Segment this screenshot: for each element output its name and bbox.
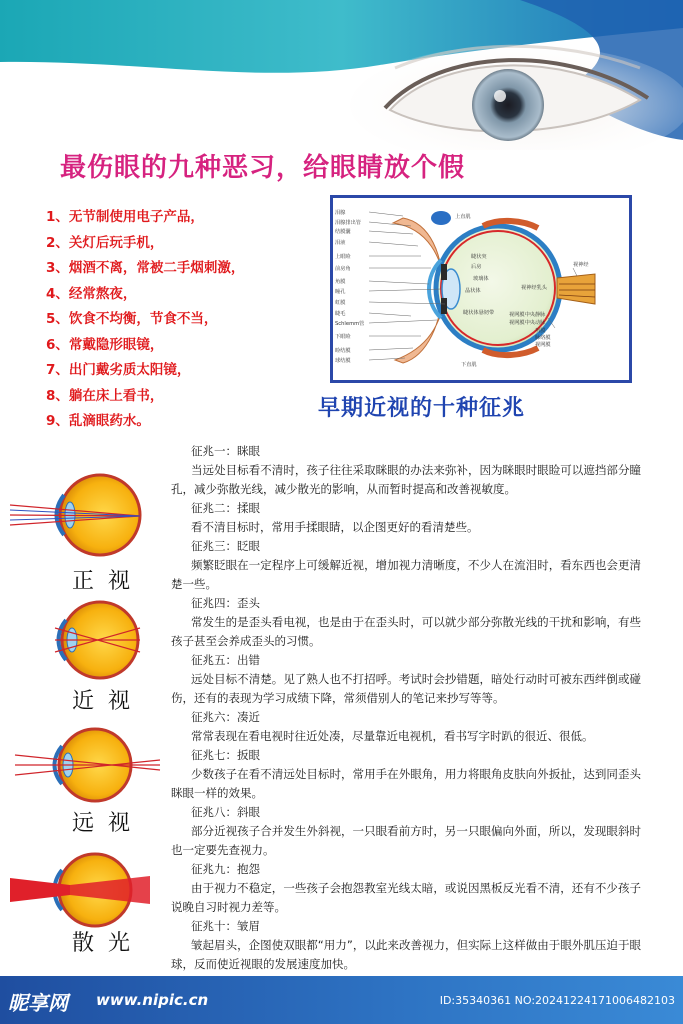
sign-body: 远处目标不清楚。见了熟人也不打招呼。考试时会抄错题，暗处行动时可被东西绊倒或碰伤，还有的表现为学习成绩下降，常须借别人的笔记来抄写等等。 <box>171 672 641 705</box>
header-banner <box>0 0 683 150</box>
sign-body: 常发生的是歪头看电视，也是由于在歪头时，可以就少部分弥散光线的干扰和影响，有些孩子甚至会养成歪头的习惯。 <box>171 615 641 648</box>
astigmatism-eye-icon <box>10 854 150 926</box>
diagram-label: 睑结膜 <box>335 348 351 354</box>
vision-types <box>0 470 170 990</box>
sign-item <box>171 537 641 594</box>
eye-anatomy-drawing <box>333 198 629 380</box>
sign-body: 部分近视孩子合并发生外斜视，一只眼看前方时，另一只眼偏向外面，所以，发现眼斜时也一定要先查视力。 <box>171 824 641 857</box>
diagram-label: 睫状体悬韧带 <box>463 310 495 316</box>
habit-item: 6、常戴隐形眼镜， <box>46 336 164 353</box>
sign-heading: 征兆六：凑近 <box>191 710 260 724</box>
sign-body: 常常表现在看电视时往近处凑，尽量靠近电视机，看书写字时趴的很近、很低。 <box>191 729 594 743</box>
sign-body: 看不清目标时，常用手揉眼睛，以企图更好的看清楚些。 <box>191 520 479 534</box>
sign-body: 皱起眉头，企图使双眼都“用力”，以此来改善视力，但实际上这样做由于眼外肌压迫于眼球，反而使近视眼的发展速度加快。 <box>171 938 641 971</box>
diagram-label: 玻璃体 <box>473 276 489 282</box>
diagram-label: 瞳孔 <box>335 289 346 295</box>
sign-heading: 征兆一：眯眼 <box>191 444 260 458</box>
habit-item: 2、关灯后玩手机， <box>46 234 164 251</box>
sign-item <box>171 442 641 499</box>
diagram-label: 视神经 <box>573 262 589 268</box>
normal-vision-eye-icon <box>10 475 140 555</box>
diagram-label: 晶状体 <box>465 288 481 294</box>
habit-item: 9、乱滴眼药水。 <box>46 413 150 429</box>
diagram-label: Schlemm管 <box>335 321 365 327</box>
sign-body: 少数孩子在看不清远处目标时，常用手在外眼角，用力将眼角皮肤向外扳扯，达到同歪头眯眼一样的效果。 <box>171 767 641 800</box>
sign-heading: 征兆二：揉眼 <box>191 501 260 515</box>
sign-heading: 征兆七：扳眼 <box>191 748 260 762</box>
vision-type-label: 远视 <box>72 811 145 836</box>
sign-body: 频繁眨眼在一定程序上可缓解近视，增加视力清晰度，不少人在流泪时，看东西也会更清楚一些。 <box>171 558 641 591</box>
diagram-label: 上眼睑 <box>335 254 351 260</box>
sign-heading: 征兆四：歪头 <box>191 596 260 610</box>
diagram-label: 球结膜 <box>335 358 351 364</box>
sign-item <box>171 746 641 803</box>
diagram-label: 下眼睑 <box>335 334 351 340</box>
diagram-label: 睫毛 <box>335 311 346 317</box>
vision-illustrations <box>0 470 170 990</box>
myopia-eye-icon <box>55 602 140 678</box>
sign-heading: 征兆三：眨眼 <box>191 539 260 553</box>
myopia-signs <box>171 442 641 974</box>
habit-item: 1、无节制使用电子产品， <box>46 209 204 225</box>
eye-anatomy-diagram <box>330 195 632 383</box>
diagram-label: 巩膜 <box>535 328 546 334</box>
sign-item <box>171 708 641 746</box>
sign-item <box>171 803 641 860</box>
habit-item: 7、出门戴劣质太阳镜， <box>46 362 191 378</box>
sign-item <box>171 917 641 974</box>
hyperopia-eye-icon <box>15 729 160 801</box>
diagram-label: 泪液 <box>335 240 346 246</box>
sign-body: 当远处目标看不清时，孩子往往采取眯眼的办法来弥补，因为眯眼时眼睑可以遮挡部分瞳孔，减少弥散光线，减少散光的影响，从而暂时提高和改善视敏度。 <box>171 463 641 496</box>
diagram-label: 后房 <box>471 264 482 270</box>
habit-item: 5、饮食不均衡，节食不当， <box>46 311 218 327</box>
sign-item <box>171 499 641 537</box>
vision-type-label: 散光 <box>72 931 145 956</box>
vision-type-label: 正视 <box>72 569 145 594</box>
sign-item <box>171 651 641 708</box>
diagram-label: 虹膜 <box>335 300 346 306</box>
diagram-label: 泪腺排出管 <box>335 220 361 226</box>
sign-item <box>171 860 641 917</box>
site-logo: 昵享网 <box>8 991 68 1015</box>
image-id: ID:35340361 NO:20241224171006482103 <box>439 994 675 1007</box>
diagram-label: 上直肌 <box>455 214 471 220</box>
diagram-label: 视网膜中央静脉 <box>509 312 546 318</box>
sign-body: 由于视力不稳定，一些孩子会抱怨教室光线太暗，或说因黑板反光看不清，还有不少孩子说晚自习时视力差等。 <box>171 881 641 914</box>
site-url: www.nipic.cn <box>96 991 209 1009</box>
diagram-label: 视网膜中央动脉 <box>509 320 546 326</box>
habit-item: 4、经常熬夜， <box>46 285 137 302</box>
watermark-footer <box>0 976 683 1024</box>
habit-list <box>46 205 244 435</box>
habit-item: 8、躺在床上看书， <box>46 387 164 404</box>
page-title: 最伤眼的九种恶习，给眼睛放个假 <box>60 153 466 183</box>
diagram-label: 前房角 <box>335 266 351 272</box>
diagram-label: 视网膜 <box>535 342 551 348</box>
vision-type-label: 近视 <box>72 689 145 714</box>
sign-heading: 征兆八：斜眼 <box>191 805 260 819</box>
diagram-label: 泪腺 <box>335 210 346 216</box>
diagram-label: 结膜囊 <box>335 229 351 235</box>
sign-item <box>171 594 641 651</box>
diagram-label: 视神经乳头 <box>521 285 547 291</box>
sign-heading: 征兆九：抱怨 <box>191 862 260 876</box>
section-subtitle: 早期近视的十种征兆 <box>318 396 526 421</box>
diagram-label: 角膜 <box>335 279 346 285</box>
sign-heading: 征兆五：出错 <box>191 653 260 667</box>
diagram-label: 脉络膜 <box>535 335 551 341</box>
diagram-label: 下直肌 <box>461 362 477 368</box>
sign-heading: 征兆十：皱眉 <box>191 919 260 933</box>
habit-item: 3、烟酒不离，常被二手烟刺激， <box>46 260 245 276</box>
diagram-label: 睫状突 <box>471 254 487 260</box>
